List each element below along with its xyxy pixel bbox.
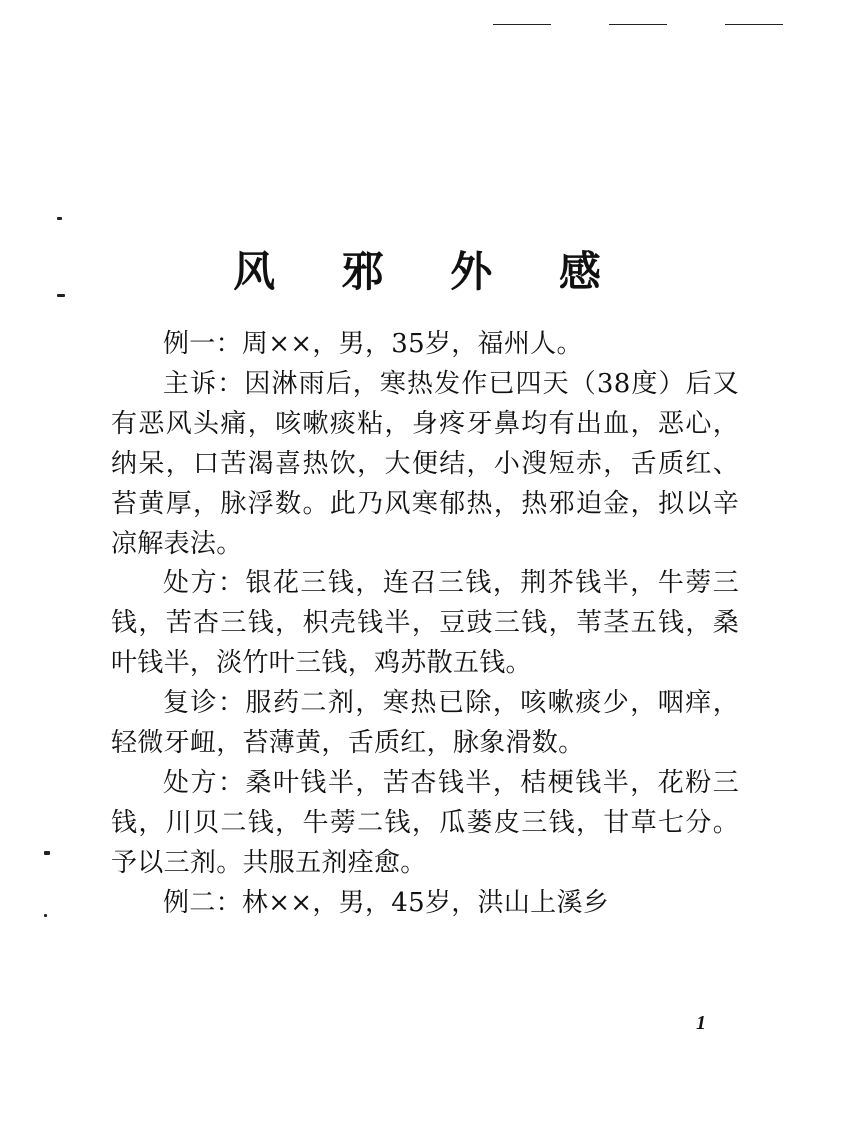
paragraph-case-two-header: 例二：林××，男，45岁，洪山上溪乡 [163, 887, 610, 918]
margin-mark [44, 914, 47, 917]
margin-mark [57, 294, 65, 297]
margin-mark [44, 851, 50, 855]
paragraph-case-one-header: 例一：周××，男，35岁，福州人。 [163, 329, 583, 359]
paragraph-follow-up: 复诊：服药二剂，寒热已除，咳嗽痰少，咽痒，轻微牙衄，苔薄黄，舌质红，脉象滑数。 [111, 688, 739, 759]
margin-mark [57, 217, 62, 220]
page-number: 1 [696, 1012, 706, 1034]
body-text [111, 325, 739, 924]
header-rule [725, 24, 783, 25]
header-rule [609, 24, 667, 25]
paragraph-prescription-one: 处方：银花三钱，连召三钱，荆芥钱半，牛蒡三钱，苦杏三钱，枳壳钱半，豆豉三钱，苇茎五钱，桑叶钱半，淡竹叶三钱，鸡苏散五钱。 [111, 568, 739, 679]
paragraph-prescription-two: 处方：桑叶钱半，苦杏钱半，桔梗钱半，花粉三钱，川贝二钱，牛蒡二钱，瓜蒌皮三钱，甘草七分。予以三剂。共服五剂痊愈。 [111, 767, 739, 878]
paragraph-chief-complaint: 主诉：因淋雨后，寒热发作已四天（38度）后又有恶风头痛，咳嗽痰粘，身疼牙鼻均有出血，恶心，纳呆，口苦渴喜热饮，大便结，小溲短赤，舌质红、苔黄厚，脉浮数。此乃风寒郁热，热邪迫金，拟以辛凉解表法。 [111, 368, 739, 559]
header-rule [493, 24, 551, 25]
chapter-title: 风 邪 外 感 [233, 247, 627, 297]
